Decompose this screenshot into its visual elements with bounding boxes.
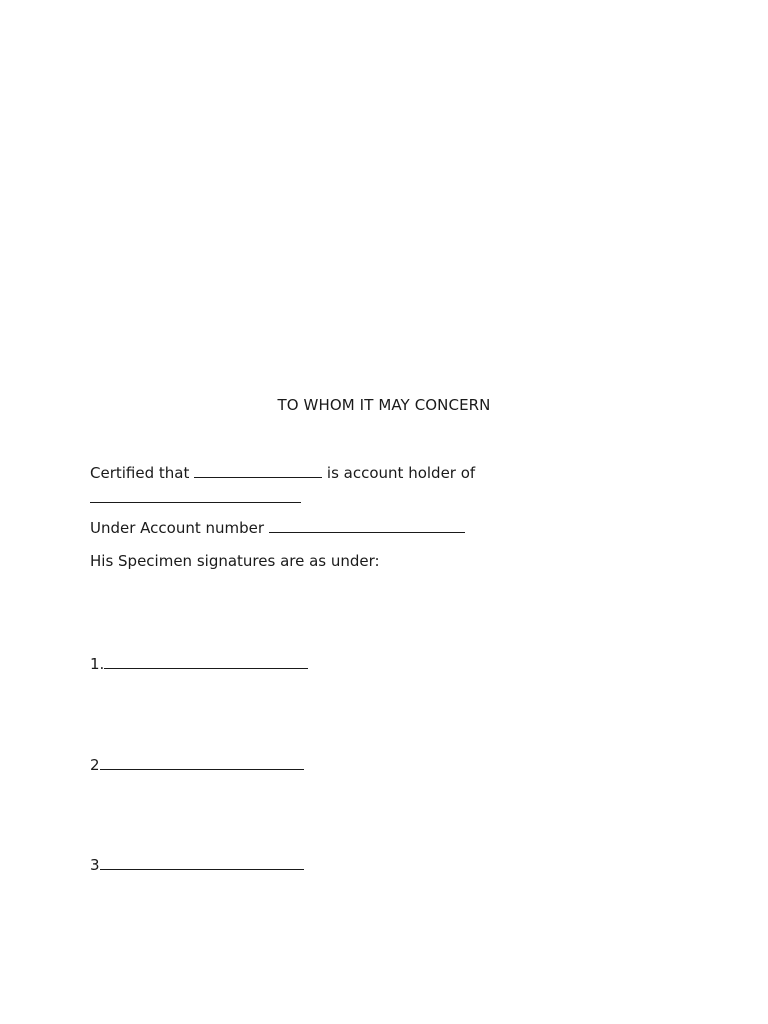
account-number-line [90, 518, 465, 537]
signature-blank [100, 855, 304, 870]
account-holder-text: is account holder of [326, 464, 476, 482]
account-number-blank [269, 518, 465, 533]
signature-blank [100, 755, 304, 770]
bank-name-line [90, 488, 301, 507]
signature-line-1 [90, 654, 308, 673]
signature-line-2 [90, 755, 304, 774]
holder-name-blank [194, 463, 322, 478]
document-title: TO WHOM IT MAY CONCERN [277, 396, 491, 414]
signature-label: 2 [90, 756, 100, 774]
signature-label: 1. [90, 655, 105, 673]
signature-label: 3 [90, 856, 100, 874]
specimen-text: His Specimen signatures are as under: [90, 552, 380, 570]
certified-prefix: Certified that [90, 464, 190, 482]
signature-line-3 [90, 855, 304, 874]
bank-name-blank [90, 488, 301, 503]
signature-blank [104, 654, 308, 669]
certified-line [90, 463, 475, 482]
account-number-label: Under Account number [90, 519, 265, 537]
